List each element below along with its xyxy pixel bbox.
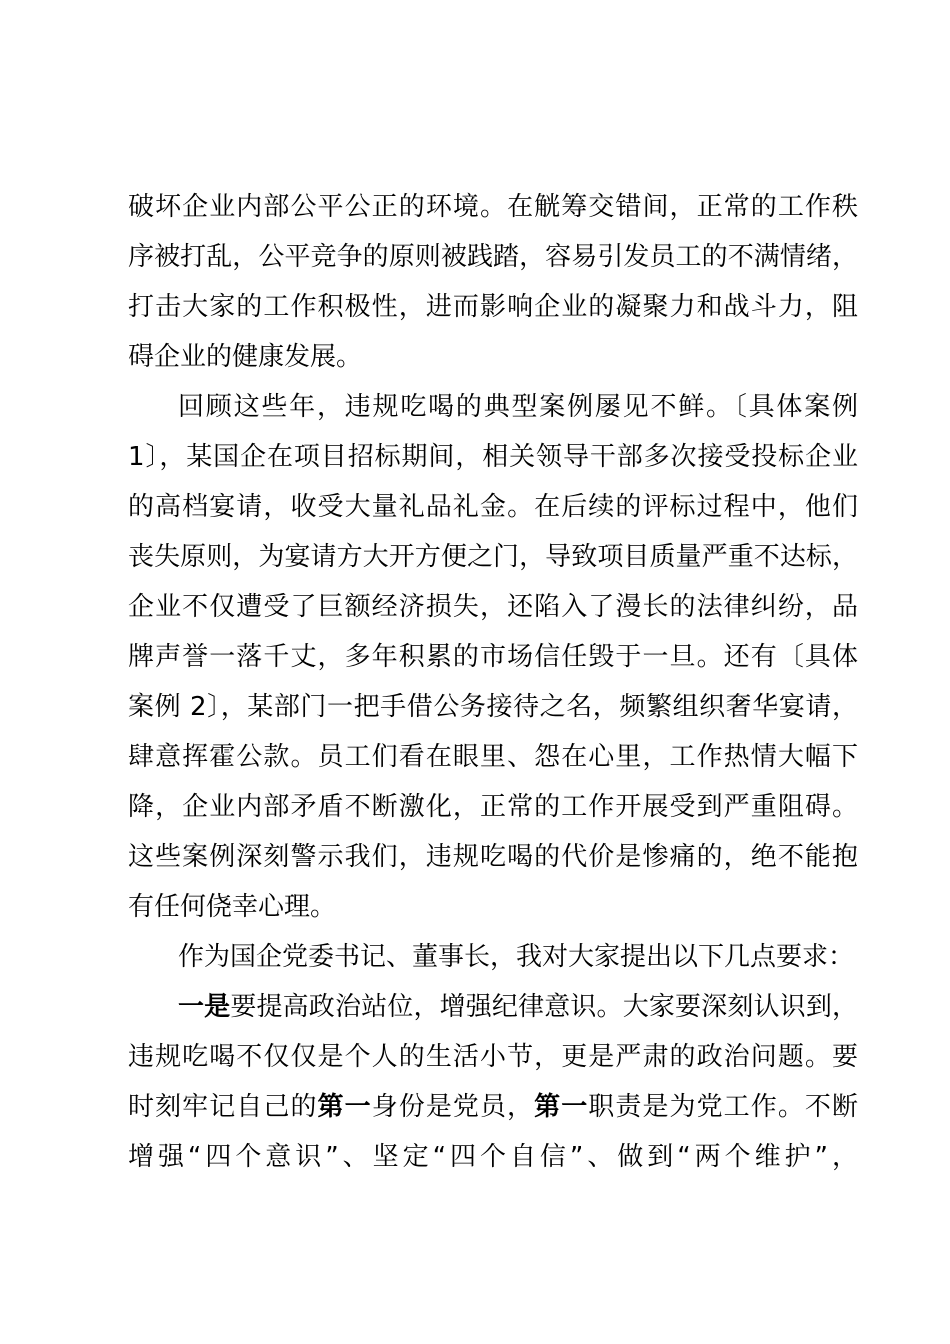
paragraph-1-line-1: 破坏企业内部公平公正的环境。在觥筹交错间，正常的工作秩	[128, 192, 858, 222]
line3-part3: 职责是为党工作。不断	[588, 1092, 858, 1122]
line3-bold1: 第一	[317, 1092, 372, 1122]
paragraph-4-line-4: 增强“四个意识”、坚定“四个自信”、做到“两个维护”，	[128, 1142, 858, 1172]
paragraph-3-line-1: 作为国企党委书记、董事长，我对大家提出以下几点要求：	[178, 942, 855, 972]
paragraph-1-line-3: 打击大家的工作积极性，进而影响企业的凝聚力和战斗力，阻	[128, 292, 858, 322]
paragraph-4-line-1	[178, 982, 858, 1032]
paragraph-4-line-3	[128, 1082, 858, 1132]
paragraph-2-line-3: 的高档宴请，收受大量礼品礼金。在后续的评标过程中，他们	[128, 492, 858, 522]
line3-part2: 身份是党员，	[371, 1092, 535, 1122]
paragraph-1-line-4: 碍企业的健康发展。	[128, 342, 363, 372]
point-one-text: 要提高政治站位，增强纪律意识。大家要深刻认识到，	[230, 992, 858, 1022]
paragraph-2-line-2: 1〕，某国企在项目招标期间，相关领导干部多次接受投标企业	[128, 442, 858, 472]
line3-bold2: 第一	[534, 1092, 589, 1122]
paragraph-4-line-2: 违规吃喝不仅仅是个人的生活小节，更是严肃的政治问题。要	[128, 1042, 858, 1072]
paragraph-2-line-5: 企业不仅遭受了巨额经济损失，还陷入了漫长的法律纠纷，品	[128, 592, 858, 622]
paragraph-2-line-10: 这些案例深刻警示我们，违规吃喝的代价是惨痛的，绝不能抱	[128, 842, 858, 872]
point-one-label: 一是	[178, 992, 231, 1022]
paragraph-2-line-1: 回顾这些年，违规吃喝的典型案例屡见不鲜。〔具体案例	[178, 392, 858, 422]
paragraph-2-line-9: 降，企业内部矛盾不断激化，正常的工作开展受到严重阻碍。	[128, 792, 858, 822]
paragraph-2-line-8: 肆意挥霍公款。员工们看在眼里、怨在心里，工作热情大幅下	[128, 742, 858, 772]
paragraph-2-line-4: 丧失原则，为宴请方大开方便之门，导致项目质量严重不达标，	[128, 542, 858, 572]
paragraph-2-line-11: 有任何侥幸心理。	[128, 892, 337, 922]
paragraph-1-line-2: 序被打乱，公平竞争的原则被践踏，容易引发员工的不满情绪，	[128, 242, 858, 272]
paragraph-2-line-6: 牌声誉一落千丈，多年积累的市场信任毁于一旦。还有〔具体	[128, 642, 858, 672]
paragraph-2-line-7: 案例 2〕，某部门一把手借公务接待之名，频繁组织奢华宴请，	[128, 692, 858, 722]
line3-part1: 时刻牢记自己的	[128, 1092, 318, 1122]
